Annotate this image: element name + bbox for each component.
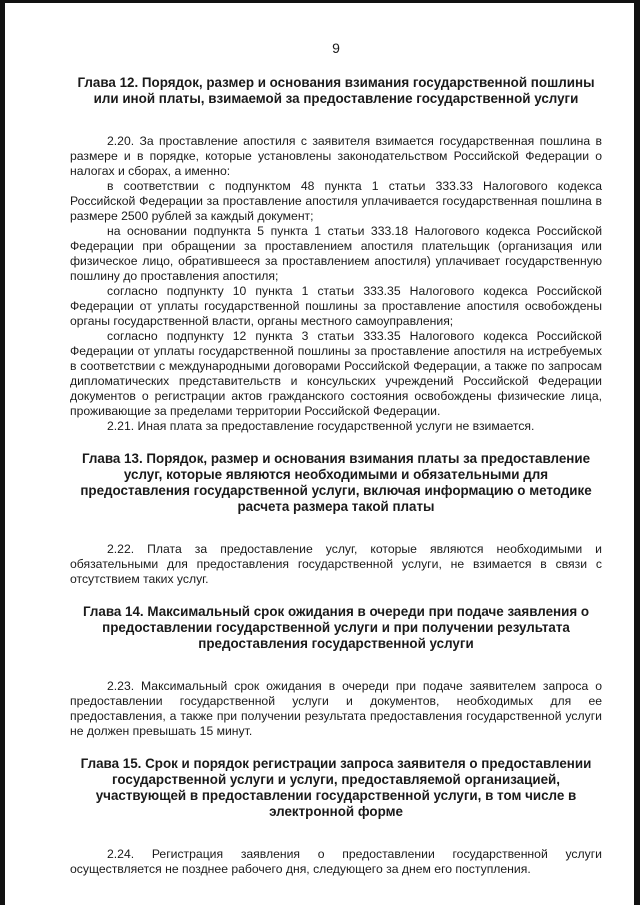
chapter-13 (70, 451, 602, 587)
chapter-12 (70, 75, 602, 434)
scan-border-right (634, 0, 640, 905)
paragraph-2-20-item-4: согласно подпункту 12 пункта 3 статьи 333.35 Налогового кодекса Российской Федерации от уплаты государственной пошлины за проставление апостиля на истребуемых в соответствии с международными договорами Российской Федерации, а также по запросам дипломатических представительств и консульских учреждений Российской Федерации документов о регистрации актов гражданского состояния освобождены физические лица, проживающие за пределами территории Российской Федерации. (70, 329, 602, 418)
scan-border-left (0, 0, 5, 905)
chapter-14 (70, 604, 602, 739)
paragraph-2-21: 2.21. Иная плата за предоставление государственной услуги не взимается. (107, 419, 535, 433)
paragraph-2-23: 2.23. Максимальный срок ожидания в очереди при подаче заявителем запроса о предоставлении государственной услуги и документов, необходимых для ее предоставления, а также при получении результата предоставления государственной услуги не должен превышать 15 минут. (70, 679, 602, 738)
paragraph-2-22: 2.22. Плата за предоставление услуг, которые являются необходимыми и обязательными для предоставления государственной услуги, не взимается в связи с отсутствием таких услуг. (70, 542, 602, 586)
chapter-15-heading: Глава 15. Срок и порядок регистрации запроса заявителя о предоставлении государственной услуги и услуги, предоставляемой организацией, участвующей в предоставлении государственной услуги, в том числе в электронной форме (80, 756, 592, 819)
paragraph-2-20: 2.20. За проставление апостиля с заявителя взимается государственная пошлина в размере и в порядке, которые установлены законодательством Российской Федерации о налогах и сборах, а именно: (70, 134, 602, 178)
paragraph-2-24: 2.24. Регистрация заявления о предоставлении государственной услуги осуществляется не позднее рабочего дня, следующего за днем его поступления. (70, 847, 602, 876)
chapter-14-heading: Глава 14. Максимальный срок ожидания в очереди при подаче заявления о предоставлении государственной услуги и при получении результата предоставления государственной услуги (82, 604, 590, 651)
document-page (70, 40, 602, 894)
chapter-15 (70, 756, 602, 877)
paragraph-2-20-item-2: на основании подпункта 5 пункта 1 статьи 333.18 Налогового кодекса Российской Федерации при обращении за проставлением апостиля плательщик (организация или физическое лицо, обратившееся за проставлением апостиля) уплачивает государственную пошлину до проставления апостиля; (70, 224, 602, 283)
scan-border-top (0, 0, 640, 3)
chapter-12-heading: Глава 12. Порядок, размер и основания взимания государственной пошлины или иной платы, взимаемой за предоставление государственной услуги (77, 75, 595, 106)
paragraph-2-20-item-1: в соответствии с подпунктом 48 пункта 1 статьи 333.33 Налогового кодекса Российской Федерации за проставление апостиля уплачивается государственная пошлина в размере 2500 рублей за каждый документ; (70, 179, 602, 223)
chapter-13-heading: Глава 13. Порядок, размер и основания взимания платы за предоставление услуг, которые являются необходимыми и обязательными для предоставления государственной услуги, включая информацию о методике расчета размера такой платы (80, 451, 592, 514)
paragraph-2-20-item-3: согласно подпункту 10 пункта 1 статьи 333.35 Налогового кодекса Российской Федерации от уплаты государственной пошлины за проставление апостиля освобождены органы государственной власти, органы местного самоуправления; (70, 284, 602, 328)
page-number: 9 (332, 40, 340, 56)
